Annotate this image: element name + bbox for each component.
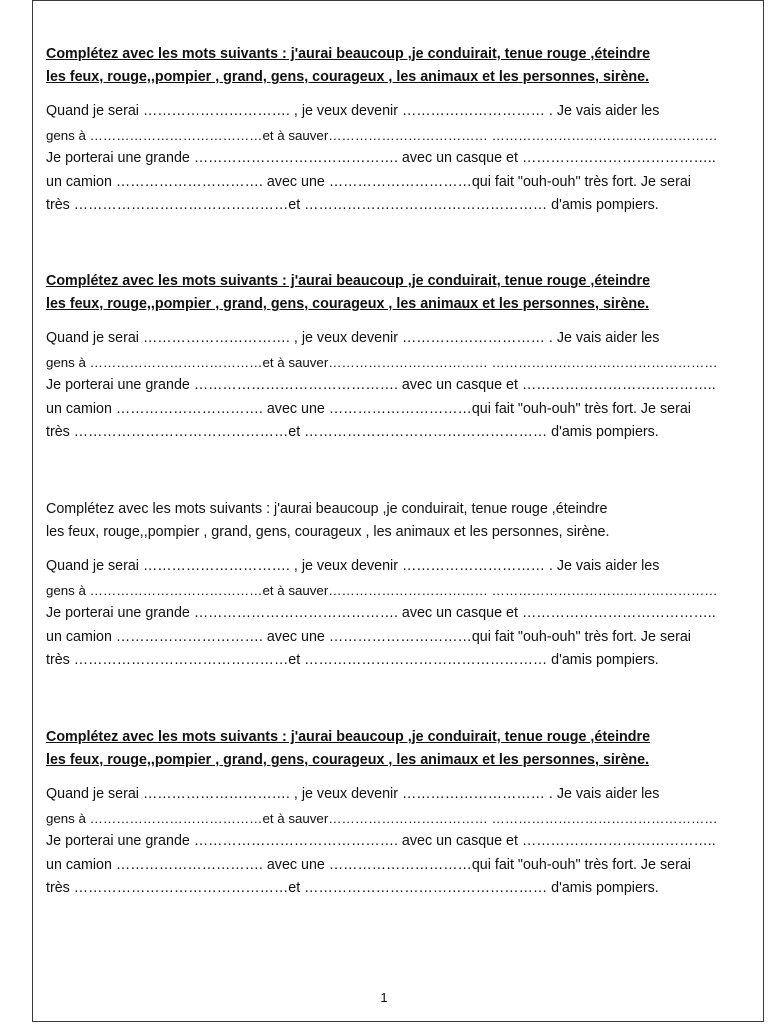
text-line: très ………………………………………et …………………………………………… d'amis pompiers. bbox=[46, 424, 659, 441]
instruction-line: Complétez avec les mots suivants : j'aurai beaucoup ,je conduirait, tenue rouge ,éteindre bbox=[46, 273, 651, 289]
text-line: Je porterai une grande ……………………………………. avec un casque et ………………………………….. bbox=[46, 377, 716, 394]
instruction-line: Complétez avec les mots suivants : j'aurai beaucoup ,je conduirait, tenue rouge ,éteindre bbox=[46, 501, 608, 517]
text-line: très ………………………………………et …………………………………………… d'amis pompiers. bbox=[46, 652, 659, 669]
text-line: Je porterai une grande ……………………………………. avec un casque et ………………………………….. bbox=[46, 150, 716, 167]
instruction-line: les feux, rouge,,pompier , grand, gens, courageux , les animaux et les personnes, sirène. bbox=[46, 69, 650, 85]
text-line: Je porterai une grande ……………………………………. avec un casque et ………………………………….. bbox=[46, 605, 716, 622]
exercise-text bbox=[46, 555, 722, 673]
exercise-text bbox=[46, 327, 722, 445]
instruction-line: Complétez avec les mots suivants : j'aurai beaucoup ,je conduirait, tenue rouge ,éteindre bbox=[46, 46, 651, 62]
text-line: Je porterai une grande ……………………………………. avec un casque et ………………………………….. bbox=[46, 833, 716, 850]
text-line: gens à …………………………………et à sauver……………………………… …………………………………………… bbox=[46, 354, 718, 370]
instruction-line: les feux, rouge,,pompier , grand, gens, courageux , les animaux et les personnes, sirène. bbox=[46, 524, 610, 540]
exercise-block bbox=[46, 498, 722, 673]
text-line: gens à …………………………………et à sauver……………………………… …………………………………………… bbox=[46, 127, 718, 143]
instruction-line: Complétez avec les mots suivants : j'aurai beaucoup ,je conduirait, tenue rouge ,éteindre bbox=[46, 729, 651, 745]
instruction-line: les feux, rouge,,pompier , grand, gens, courageux , les animaux et les personnes, sirène. bbox=[46, 296, 650, 312]
text-line: un camion …………………………. avec une …………………………qui fait "ouh-ouh" très fort. Je serai bbox=[46, 400, 691, 417]
exercise-instruction bbox=[46, 270, 722, 316]
text-line: un camion …………………………. avec une …………………………qui fait "ouh-ouh" très fort. Je serai bbox=[46, 173, 691, 190]
text-line: très ………………………………………et …………………………………………… d'amis pompiers. bbox=[46, 880, 659, 897]
exercise-block bbox=[46, 43, 722, 218]
instruction-line: les feux, rouge,,pompier , grand, gens, courageux , les animaux et les personnes, sirène. bbox=[46, 752, 650, 768]
exercise-instruction bbox=[46, 726, 722, 772]
text-line: Quand je serai …………………………. , je veux devenir ………………………… . Je vais aider les bbox=[46, 330, 660, 346]
exercise-text bbox=[46, 100, 722, 218]
text-line: un camion …………………………. avec une …………………………qui fait "ouh-ouh" très fort. Je serai bbox=[46, 856, 691, 873]
page-number: 1 bbox=[380, 990, 388, 1005]
text-line: Quand je serai …………………………. , je veux devenir ………………………… . Je vais aider les bbox=[46, 558, 660, 574]
exercise-block bbox=[46, 270, 722, 445]
text-line: gens à …………………………………et à sauver……………………………… …………………………………………… bbox=[46, 582, 718, 598]
exercise-text bbox=[46, 783, 722, 901]
exercise-instruction bbox=[46, 498, 722, 544]
exercise-block bbox=[46, 726, 722, 901]
text-line: gens à …………………………………et à sauver……………………………… …………………………………………… bbox=[46, 810, 718, 826]
text-line: très ………………………………………et …………………………………………… d'amis pompiers. bbox=[46, 197, 659, 214]
text-line: Quand je serai …………………………. , je veux devenir ………………………… . Je vais aider les bbox=[46, 103, 660, 119]
text-line: Quand je serai …………………………. , je veux devenir ………………………… . Je vais aider les bbox=[46, 786, 660, 802]
exercise-instruction bbox=[46, 43, 722, 89]
text-line: un camion …………………………. avec une …………………………qui fait "ouh-ouh" très fort. Je serai bbox=[46, 628, 691, 645]
